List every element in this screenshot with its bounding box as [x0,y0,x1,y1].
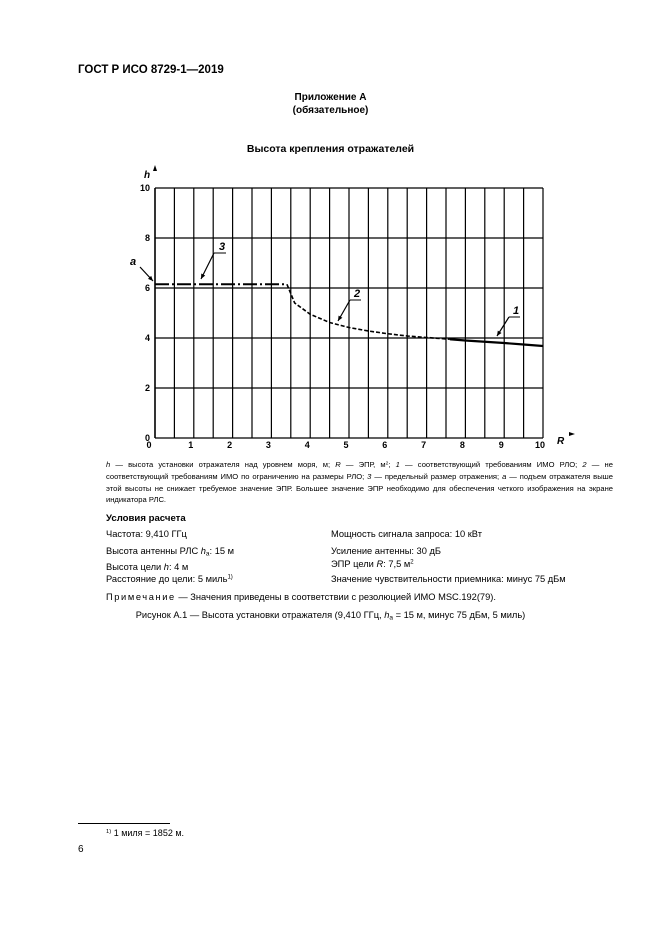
footnote: $^{1)}$ 1 миля = 1852 м. [106,828,185,838]
x-tick-label: 8 [459,440,465,450]
x-axis-arrow [569,432,575,436]
page-number: 6 [78,844,84,855]
y-tick-label: 0 [144,433,150,443]
x-tick-label: 10 [534,440,546,450]
condition-power: Мощность сигнала запроса: 10 кВт [331,529,482,539]
document-code: ГОСТ Р ИСО 8729-1—2019 [78,64,224,76]
figure-caption: Рисунок А.1 — Высота установки отражателя (9,410 ГГц, $h_a = 15$ м, минус 75 дБм, 5 миль) [135,610,526,622]
condition-gain: Усиление антенны: 30 дБ [331,546,441,556]
x-tick-label: 0 [146,440,152,450]
y-tick-label: 6 [144,283,150,293]
annotation-label-3: 3 [219,241,226,253]
annex-title: Приложение А [294,92,367,103]
series-line-1 [450,339,543,346]
y-tick-label: 8 [144,233,150,243]
y-tick-label: 4 [144,333,150,343]
x-tick-label: 7 [421,440,427,450]
condition-target-height: Высота цели h: 4 м [106,562,189,572]
conditions-title: Условия расчета [106,513,186,524]
condition-antenna-height: Высота антенны РЛС $h_a$: 15 м [106,546,235,558]
annotation-label-1: 1 [513,305,520,317]
annex-status: (обязательное) [292,105,369,116]
y-axis-label: h [144,170,151,181]
x-tick-label: 5 [343,440,349,450]
x-tick-label: 9 [498,440,504,450]
condition-frequency: Частота: 9,410 ГГц [106,529,187,539]
note: Примечание — Значения приведены в соответствии с резолюцией ИМО MSC.192(79). [106,592,496,602]
condition-sensitivity: Значение чувствительности приемника: минус 75 дБм [331,574,566,584]
x-tick-label: 3 [265,440,271,450]
chart-title: Высота крепления отражателей [246,143,415,155]
y-tick-label: 2 [144,383,150,393]
condition-distance: Расстояние до цели: 5 миль$^{1)}$ [106,574,233,584]
x-tick-label: 1 [188,440,194,450]
x-tick-label: 2 [227,440,233,450]
y-axis-arrow [153,165,157,171]
footnote-separator [78,823,170,824]
x-tick-label: 4 [304,440,310,450]
condition-rcs: ЭПР цели R: 7,5 $м^2$ [331,559,414,569]
chart-legend: h — высота установки отражателя над уровнем моря, м; R — ЭПР, $м^2$; 1 — соответствующий требованиям ИМО РЛО; 2 — не соответствующий требованиям ИМО по ограничению на размеры РЛО; 3 — предельный размер отражения; a — подъем отражателя выше этой высоты не снижает требуемое значение ЭПР. Большее значение ЭПР необходимо для обеспечения четкого изображения на экране индикатора РЛС. [106,460,613,505]
y-tick-label: 10 [139,183,150,193]
x-tick-label: 6 [382,440,388,450]
annotation-label-2: 2 [354,288,361,300]
reflector-height-chart [100,155,580,455]
x-axis-label: R [557,436,565,447]
annotation-label-a: a [130,256,137,268]
